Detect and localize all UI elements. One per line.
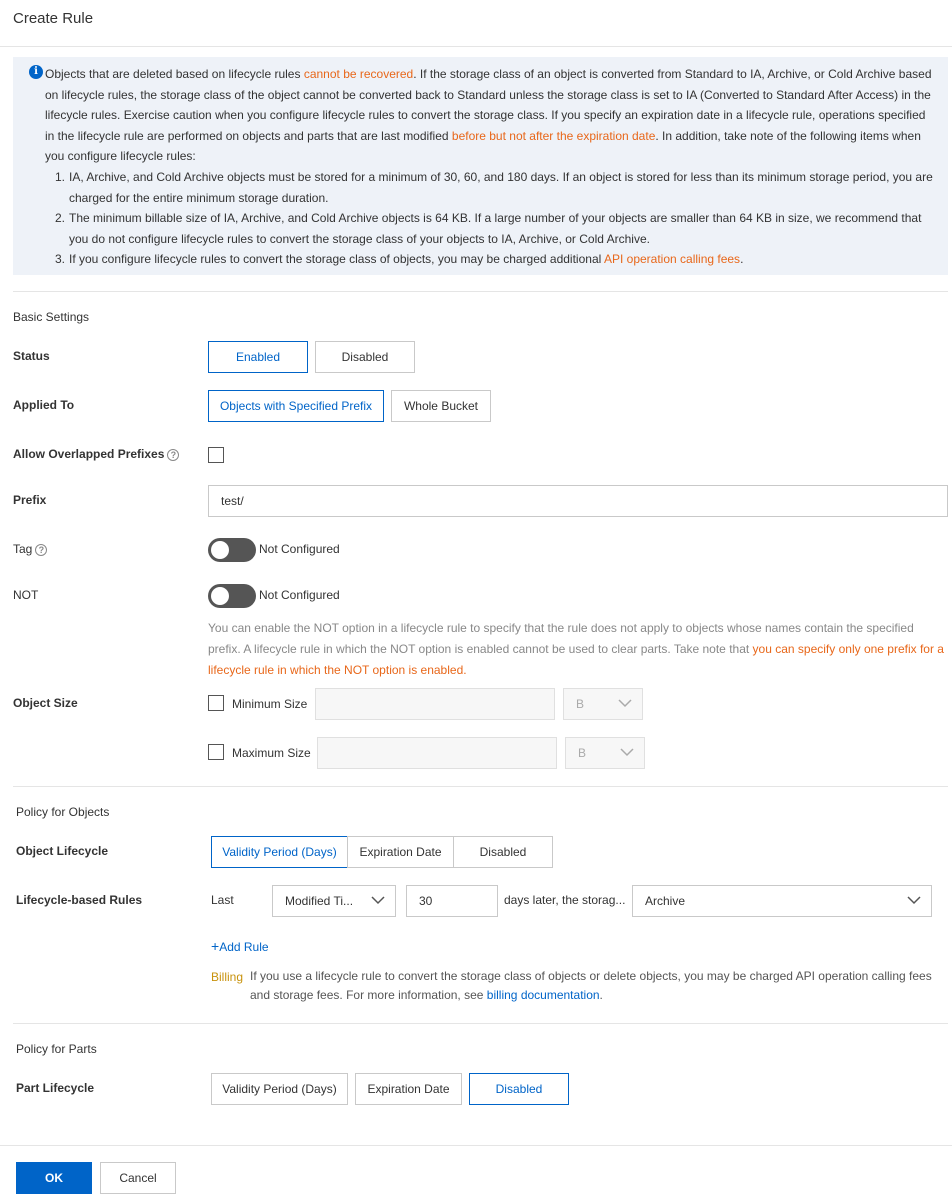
- max-size-label: Maximum Size: [232, 746, 311, 760]
- help-icon[interactable]: ?: [35, 544, 47, 556]
- days-later-label: days later, the storag...: [504, 893, 626, 907]
- object-validity-button[interactable]: Validity Period (Days): [211, 836, 348, 868]
- object-expiration-button[interactable]: Expiration Date: [347, 836, 454, 868]
- overlap-label: Allow Overlapped Prefixes ?: [13, 447, 179, 461]
- divider: [13, 291, 948, 292]
- status-enabled-button[interactable]: Enabled: [208, 341, 308, 373]
- list-item: 3. If you configure lifecycle rules to convert the storage class of objects, you may be charged additional API operation calling fees.: [55, 252, 744, 266]
- min-size-input[interactable]: [315, 688, 555, 720]
- plus-icon: +: [211, 938, 220, 954]
- not-label: NOT: [13, 588, 39, 602]
- section-heading-basic: Basic Settings: [13, 310, 90, 324]
- list-item: 1. IA, Archive, and Cold Archive objects must be stored for a minimum of 30, 60, and 180 days. If an object is stored for less than its minimum storage period, you are charged for the entire minimum storage duration.: [55, 170, 933, 205]
- part-disabled-button[interactable]: Disabled: [469, 1073, 569, 1105]
- ok-button[interactable]: OK: [16, 1162, 92, 1194]
- not-description: You can enable the NOT option in a lifecycle rule to specify that the rule does not apply to objects whose names contain the specified prefix. A lifecycle rule in which the NOT option is enabled cannot be used to clear parts. Take note that you can specify only one prefix for a lifecycle rule in which the NOT option is enabled.: [208, 621, 944, 677]
- chevron-down-icon: [907, 895, 921, 905]
- object-size-label: Object Size: [13, 696, 78, 710]
- help-icon[interactable]: ?: [167, 449, 179, 461]
- prefix-label: Prefix: [13, 493, 47, 507]
- last-label: Last: [211, 893, 234, 907]
- min-size-label: Minimum Size: [232, 697, 308, 711]
- add-rule-button[interactable]: +Add Rule: [211, 938, 269, 954]
- max-size-unit-select[interactable]: B: [565, 737, 645, 769]
- prefix-input[interactable]: test/: [208, 485, 948, 517]
- tag-label: Tag ?: [13, 542, 47, 556]
- not-state: Not Configured: [259, 588, 340, 602]
- divider: [13, 786, 948, 787]
- object-disabled-button[interactable]: Disabled: [453, 836, 553, 868]
- part-expiration-button[interactable]: Expiration Date: [355, 1073, 462, 1105]
- chevron-down-icon: [618, 698, 632, 708]
- billing-doc-link[interactable]: billing documentation: [486, 988, 600, 1002]
- notice-box: [13, 57, 948, 275]
- part-lifecycle-label: Part Lifecycle: [16, 1081, 95, 1095]
- api-fees-link[interactable]: API operation calling fees: [603, 252, 741, 266]
- info-icon: i: [29, 65, 43, 79]
- billing-text: If you use a lifecycle rule to convert the storage class of objects or delete objects, you may be charged API operation calling fees and storage fees. For more information, see billing documentation.: [250, 969, 932, 1002]
- divider: [0, 46, 952, 47]
- notice-paragraph: Objects that are deleted based on lifecycle rules cannot be recovered. If the storage class of an object is converted from Standard to IA, Archive, or Cold Archive based on lifecycle rules, the storage class of the object cannot be converted back to Standard unless the storage class is set to IA (Converted to Standard After Access) in the lifecycle rules. Exercise caution when you configure lifecycle rules to convert the storage class. If you specify an expiration date in a lifecycle rule, operations specified in the lifecycle rule are performed on objects and parts that are last modified before but not after the expiration date. In addition, take note of the following items when you configure lifecycle rules:: [45, 67, 932, 163]
- applied-bucket-button[interactable]: Whole Bucket: [391, 390, 491, 422]
- overlap-checkbox[interactable]: [208, 447, 224, 463]
- min-size-unit-select[interactable]: B: [563, 688, 643, 720]
- applied-prefix-button[interactable]: Objects with Specified Prefix: [208, 390, 384, 422]
- applied-to-label: Applied To: [13, 398, 75, 412]
- page-title: Create Rule: [13, 10, 94, 27]
- part-validity-button[interactable]: Validity Period (Days): [211, 1073, 348, 1105]
- cancel-button[interactable]: Cancel: [100, 1162, 176, 1194]
- lifecycle-rules-label: Lifecycle-based Rules: [16, 893, 143, 907]
- list-item: 2. The minimum billable size of IA, Archive, and Cold Archive objects is 64 KB. If a large number of your objects are smaller than 64 KB in size, we recommend that you do not configure lifecycle rules to convert the storage class of your objects to IA, Archive, or Cold Archive.: [55, 211, 922, 246]
- notice-list: [55, 167, 935, 270]
- divider: [13, 1023, 948, 1024]
- section-heading-parts: Policy for Parts: [16, 1042, 97, 1056]
- storage-class-select[interactable]: Archive: [632, 885, 932, 917]
- section-heading-objects: Policy for Objects: [16, 805, 110, 819]
- status-disabled-button[interactable]: Disabled: [315, 341, 415, 373]
- billing-tag: Billing: [211, 970, 244, 984]
- not-toggle[interactable]: [208, 584, 256, 608]
- chevron-down-icon: [620, 747, 634, 757]
- divider: [0, 1145, 952, 1146]
- object-lifecycle-label: Object Lifecycle: [16, 844, 109, 858]
- modified-time-select[interactable]: Modified Ti...: [272, 885, 396, 917]
- max-size-input[interactable]: [317, 737, 557, 769]
- tag-state: Not Configured: [259, 542, 340, 556]
- max-size-checkbox[interactable]: [208, 744, 224, 760]
- status-label: Status: [13, 349, 50, 363]
- min-size-checkbox[interactable]: [208, 695, 224, 711]
- tag-toggle[interactable]: [208, 538, 256, 562]
- chevron-down-icon: [371, 895, 385, 905]
- days-input[interactable]: 30: [406, 885, 498, 917]
